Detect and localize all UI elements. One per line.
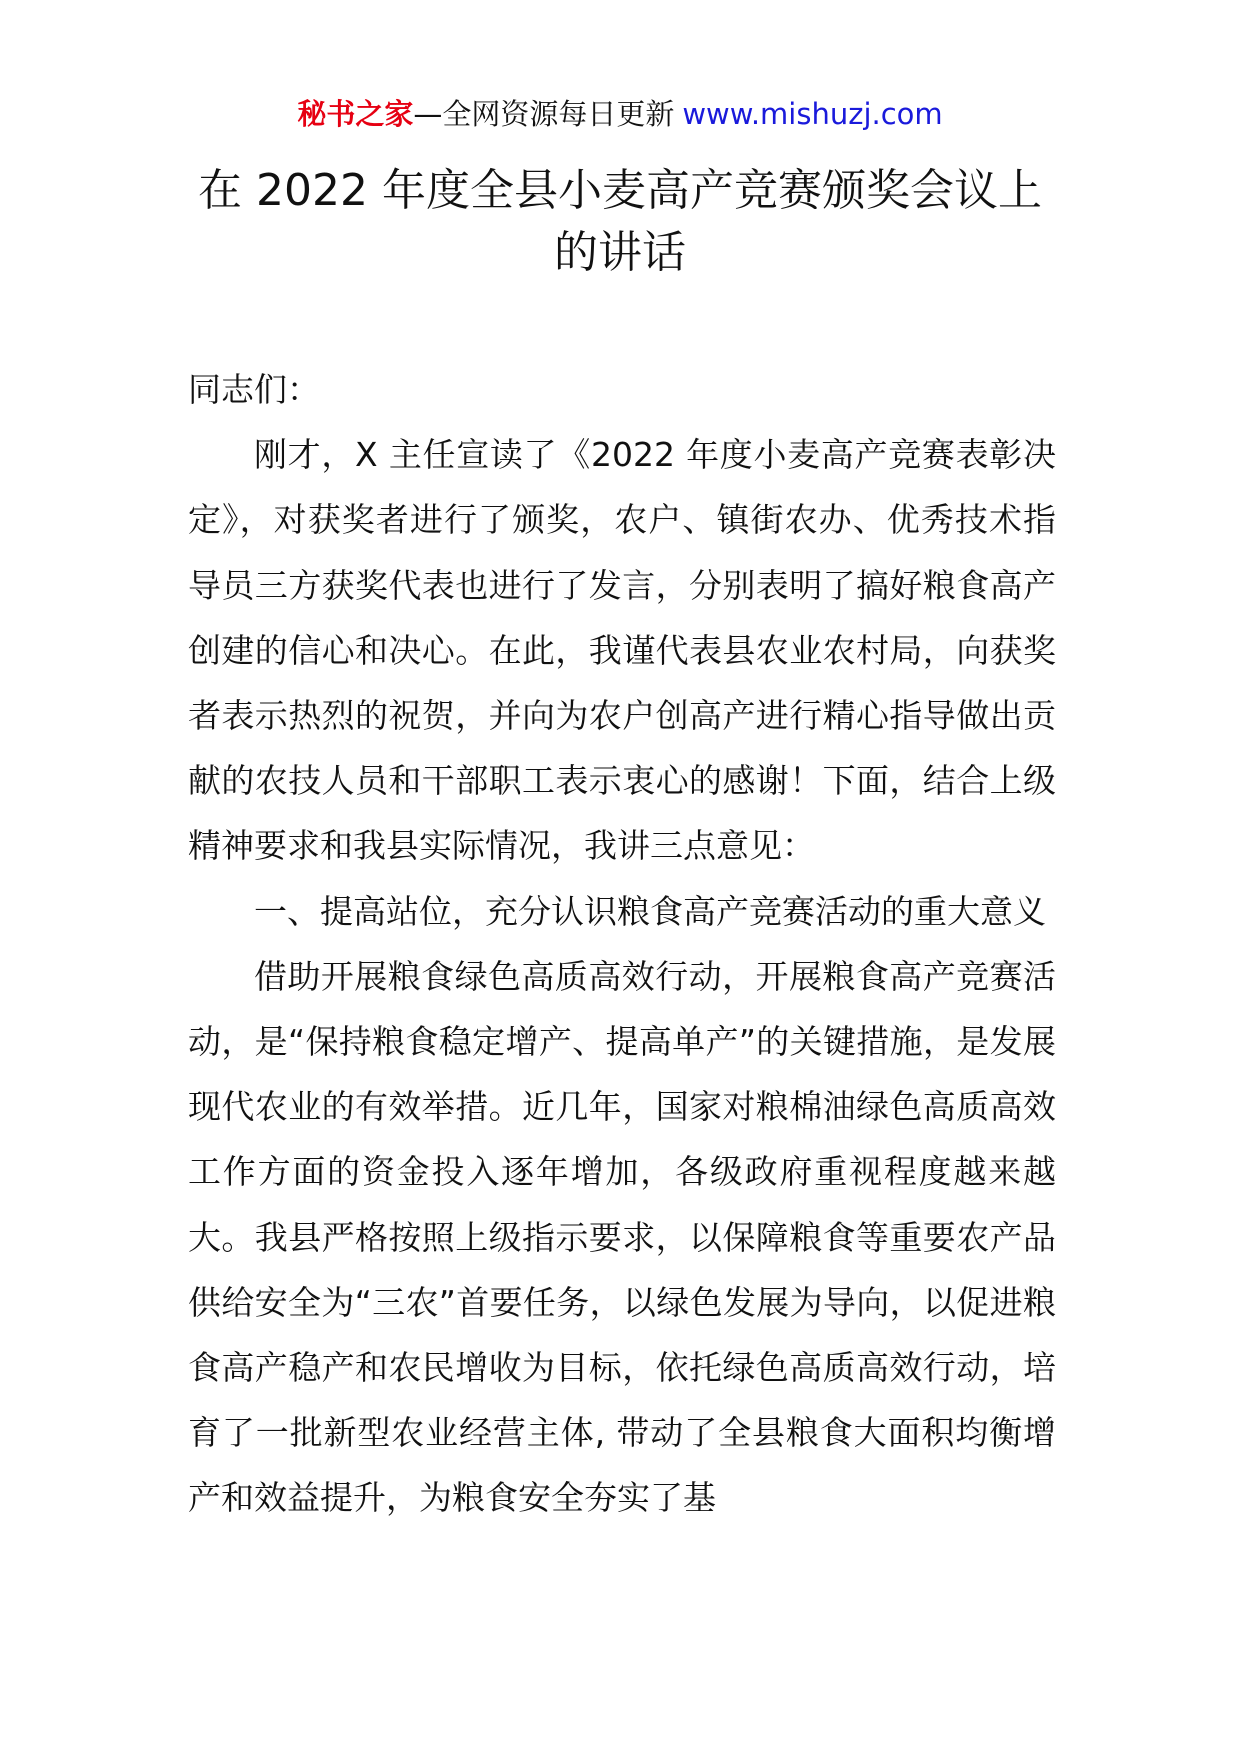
- brand-name: 秘书之家: [297, 97, 414, 131]
- body-paragraph: 借助开展粮食绿色高质高效行动，开展粮食高产竞赛活动，是“保持粮食稳定增产、提高单产”的关键措施，是发展现代农业的有效举措。近几年，国家对粮棉油绿色高质高效工作方面的资金投入逐年增加，各级政府重视程度越来越大。我县严格按照上级指示要求，以保障粮食等重要农产品供给安全为“三农”首要任务，以绿色发展为导向，以促进粮食高产稳产和农民增收为目标，依托绿色高质高效行动，培育了一批新型农业经营主体, 带动了全县粮食大面积均衡增产和效益提升，为粮食安全夯实了基: [188, 956, 1056, 1518]
- site-header: [0, 94, 1240, 134]
- document-title: 在 2022 年度全县小麦高产竞赛颁奖会议上的讲话: [198, 165, 1042, 278]
- document-body: [188, 357, 1056, 1531]
- salutation: 同志们：: [188, 370, 320, 409]
- site-url-link[interactable]: www.mishuzj.com: [682, 97, 943, 131]
- header-tagline: —全网资源每日更新: [413, 97, 675, 131]
- section-heading: 一、提高站位，充分认识粮食高产竞赛活动的重大意义: [254, 891, 1046, 931]
- body-paragraph: 刚才，X 主任宣读了《2022 年度小麦高产竞赛表彰决定》，对获奖者进行了颁奖，农户、镇街农办、优秀技术指导员三方获奖代表也进行了发言，分别表明了搞好粮食高产创建的信心和决心。在此，我谨代表县农业农村局，向获奖者表示热烈的祝贺，并向为农户创高产进行精心指导做出贡献的农技人员和干部职工表示衷心的感谢！下面，结合上级精神要求和我县实际情况，我讲三点意见：: [188, 435, 1056, 866]
